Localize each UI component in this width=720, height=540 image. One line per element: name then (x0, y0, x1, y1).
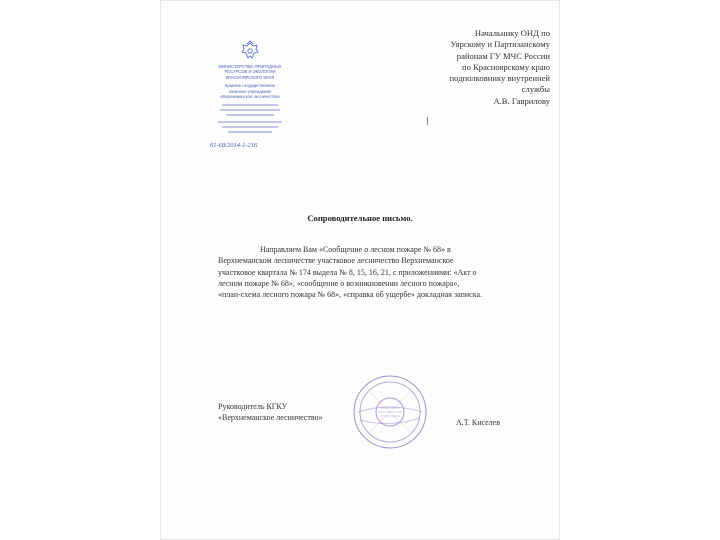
addressee-line: службы (521, 84, 550, 95)
addressee-line: Уярскому и Партизанскому (450, 39, 550, 50)
addressee-block (395, 28, 550, 107)
body-line: Верхнеманском лесничестве участковое лесничество Верхнеманское (218, 256, 454, 266)
position-line: «Верхнеманское лесничество» (218, 413, 323, 422)
organization-stamp (210, 40, 290, 150)
signatory-name: А.Т. Киселев (456, 418, 500, 427)
body-line: лесном пожаре № 68», «сообщение о возникновении лесного пожара», (218, 278, 460, 288)
stamp-line: РЕСУРСОВ И ЭКОЛОГИИ (224, 69, 276, 75)
body-line: «план-схема лесного пожара № 68», «справка об ущербе» докладная записка. (218, 290, 483, 300)
stamp-line: МИНИСТЕРСТВО ПРИРОДНЫХ (218, 64, 282, 69)
scan-mark (427, 117, 428, 125)
addressee-line: Начальнику ОНД по (474, 28, 550, 38)
stamp-line: КРАСНОЯРСКОГО КРАЯ (225, 74, 275, 80)
addressee-line: подполковнику внутренней (449, 73, 550, 84)
stamp-org-line: «Верхнеманское лесничество» (219, 94, 281, 100)
coat-of-arms-icon (239, 40, 261, 62)
letter-title: Сопроводительное письмо. (307, 213, 413, 223)
body-line: Направляем Вам «Сообщение о лесном пожаре № 68» в (260, 245, 451, 254)
letter-body (218, 244, 520, 300)
signature-position (218, 401, 323, 423)
stamp-org-line: казенное учреждение (228, 88, 272, 94)
round-seal (340, 372, 440, 452)
body-line: участковое квартала № 174 выдела № 8, 15, 16, 21, с приложениями: «Акт о (218, 267, 477, 277)
addressee-line: по Красноярскому краю (462, 61, 550, 72)
addressee-line: районам ГУ МЧС России (456, 50, 550, 61)
handwritten-reference: 61-68/2014-1-216 (210, 141, 258, 149)
stamp-small-print (214, 102, 286, 136)
addressee-line: А.В. Гаврилову (493, 95, 550, 106)
stamp-org-line: Краевое государственное (224, 83, 276, 89)
position-line: Руководитель КГКУ (218, 402, 288, 411)
